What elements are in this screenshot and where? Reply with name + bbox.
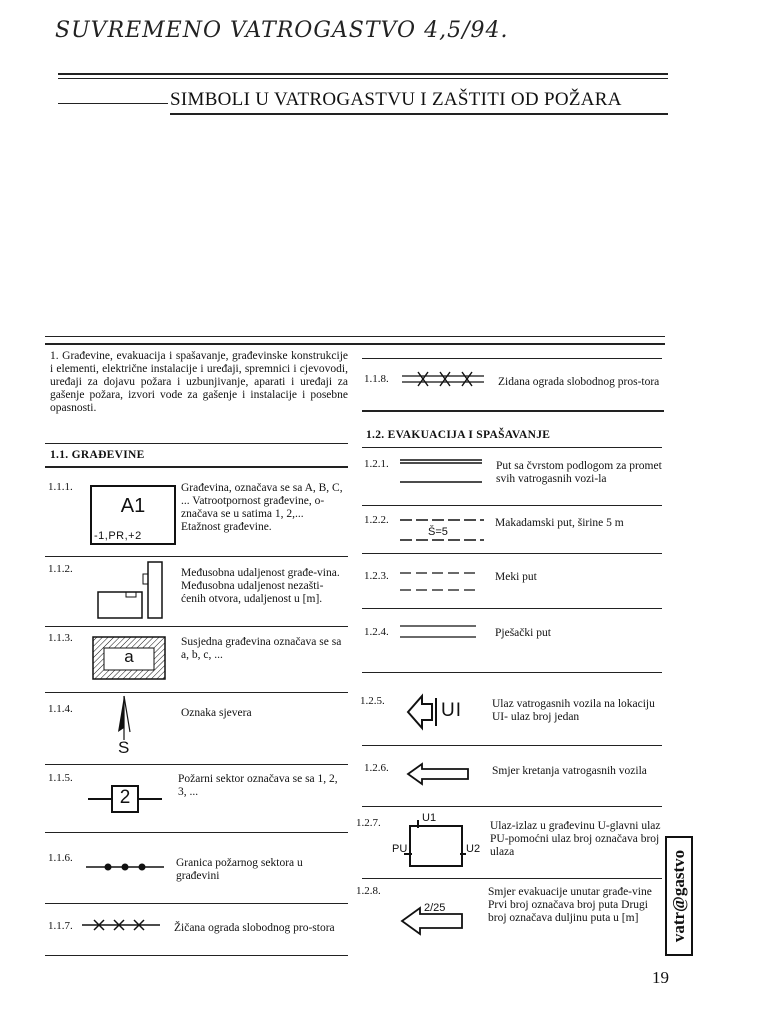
- section-heading-evacuation: 1.2. EVAKUACIJA I SPAŠAVANJE: [366, 429, 551, 441]
- side-badge-text: vatr@gastvo: [669, 849, 688, 943]
- rule-l7: [45, 903, 348, 904]
- rule-r9: [362, 878, 662, 879]
- neighbor-label: a: [124, 647, 134, 666]
- wire-fence-symbol: [82, 917, 162, 933]
- rule-l6: [45, 832, 348, 833]
- section-rule-1: [45, 336, 665, 337]
- item-text: Građevina, označava se sa A, B, C, ... Vatrootpornost građevine, o-značava se u satima 1, 2,... Etažnost građevine.: [181, 482, 343, 533]
- rule-l4: [45, 692, 348, 693]
- door-top-label: U1: [422, 812, 437, 824]
- item-number: 1.2.6.: [364, 762, 389, 774]
- item-number: 1.1.2.: [48, 563, 73, 575]
- title-rule-mid: [58, 78, 668, 79]
- paved-road-symbol: [400, 458, 484, 486]
- evacuation-arrow-icon: [400, 906, 466, 936]
- north-label: S: [118, 738, 130, 757]
- building-entry-symbol: [404, 820, 466, 872]
- door-right-label: U2: [466, 843, 481, 855]
- item-text: Oznaka sjevera: [181, 707, 252, 719]
- item-number: 1.1.5.: [48, 772, 73, 784]
- sector-border-symbol: [86, 860, 166, 874]
- item-text: Žičana ograda slobodnog pro-stora: [174, 922, 335, 934]
- page-title: SIMBOLI U VATROGASTVU I ZAŠTITI OD POŽARA: [170, 89, 622, 110]
- sector-label: 2: [119, 787, 131, 808]
- section-rule-2: [45, 343, 665, 345]
- item-text: Ulaz vatrogasnih vozila na lokaciju UI- ulaz broj jedan: [492, 698, 655, 723]
- item-number: 1.2.4.: [364, 626, 389, 638]
- rule-r1: [362, 410, 664, 412]
- section-heading-buildings: 1.1. GRAĐEVINE: [50, 449, 145, 461]
- rule-r0: [362, 358, 662, 359]
- distance-symbol: [96, 560, 166, 622]
- brick-fence-symbol: [402, 371, 486, 387]
- title-rule-bottom: [170, 113, 668, 115]
- rule-l3: [45, 626, 348, 627]
- item-text: Put sa čvrstom podlogom za promet svih vatrogasnih vozi-la: [496, 460, 662, 485]
- item-text: Smjer evakuacije unutar građe-vine Prvi broj označava broj puta Drugi broj označava duljinu puta u [m]: [488, 886, 652, 924]
- rule-r8: [362, 806, 662, 807]
- rule-l2: [45, 556, 348, 557]
- page-number: 19: [652, 968, 669, 987]
- item-number: 1.2.7.: [356, 817, 381, 829]
- handwritten-header: SUVREMENO VATROGASTVO 4,5/94.: [55, 18, 509, 43]
- item-number: 1.2.5.: [360, 695, 385, 707]
- item-text: Granica požarnog sektora u građevini: [176, 857, 303, 882]
- title-rule-left: [58, 103, 168, 104]
- item-number: 1.1.8.: [364, 373, 389, 385]
- door-left-label: PU: [392, 843, 408, 855]
- soft-road-symbol: [400, 570, 480, 594]
- rule-l5: [45, 764, 348, 765]
- item-text: Pješački put: [495, 627, 551, 639]
- item-number: 1.1.4.: [48, 703, 73, 715]
- entry-label: UI: [441, 700, 462, 721]
- item-text: Zidana ograda slobodnog pros-tora: [498, 376, 660, 388]
- item-number: 1.1.3.: [48, 632, 73, 644]
- building-sublabel: -1,PR,+2: [94, 530, 142, 542]
- item-number: 1.1.7.: [48, 920, 73, 932]
- rule-r2: [362, 447, 662, 448]
- item-number: 1.1.1.: [48, 481, 73, 493]
- item-text: Smjer kretanja vatrogasnih vozila: [492, 765, 647, 777]
- item-number: 1.2.2.: [364, 514, 389, 526]
- evac-label: 2/25: [424, 902, 446, 914]
- north-arrow-icon: [114, 694, 134, 744]
- building-label: A1: [120, 495, 146, 517]
- item-text: Požarni sektor označava se sa 1, 2, 3, ...: [178, 773, 338, 798]
- vehicle-entry-arrow-icon: [406, 694, 440, 730]
- item-number: 1.1.6.: [48, 852, 73, 864]
- rule-l0: [45, 443, 348, 444]
- item-text: Susjedna građevina označava se sa a, b, c, ...: [181, 636, 342, 661]
- item-text: Meki put: [495, 571, 537, 583]
- direction-arrow-icon: [406, 762, 472, 786]
- item-text: Makadamski put, širine 5 m: [495, 517, 624, 529]
- rule-l8: [45, 955, 348, 956]
- item-text: Ulaz-izlaz u građevinu U-glavni ulaz PU-pomoćni ulaz broj označava broj ulaza: [490, 820, 661, 858]
- intro-text: 1. Građevine, evakuacija i spašavanje, građevinske konstrukcije i elementi, električne instalacije i uređaji, spremnici i cjevovodi, uređaji za dojavu požara i uzbunjivanje, aparati i uređaji za gašenje požara, izvori vode za gašenje i instalacije i posebne opasnosti.: [50, 350, 348, 414]
- footpath-symbol: [400, 624, 480, 640]
- item-number: 1.2.8.: [356, 885, 381, 897]
- rule-r3: [362, 505, 662, 506]
- title-rule-top: [58, 73, 668, 75]
- rule-r5: [362, 608, 662, 609]
- building-symbol: [90, 485, 176, 545]
- rule-r6: [362, 672, 662, 673]
- item-text: Međusobna udaljenost građe-vina. Međusobna udaljenost nezašti-ćenih otvora, udaljenost u [m].: [181, 567, 340, 605]
- rule-r4: [362, 553, 662, 554]
- rule-r7: [362, 745, 662, 746]
- item-number: 1.2.3.: [364, 570, 389, 582]
- item-number: 1.2.1.: [364, 458, 389, 470]
- road-width-label: Š=5: [428, 526, 448, 538]
- side-badge: [665, 836, 693, 956]
- rule-l1: [45, 466, 348, 468]
